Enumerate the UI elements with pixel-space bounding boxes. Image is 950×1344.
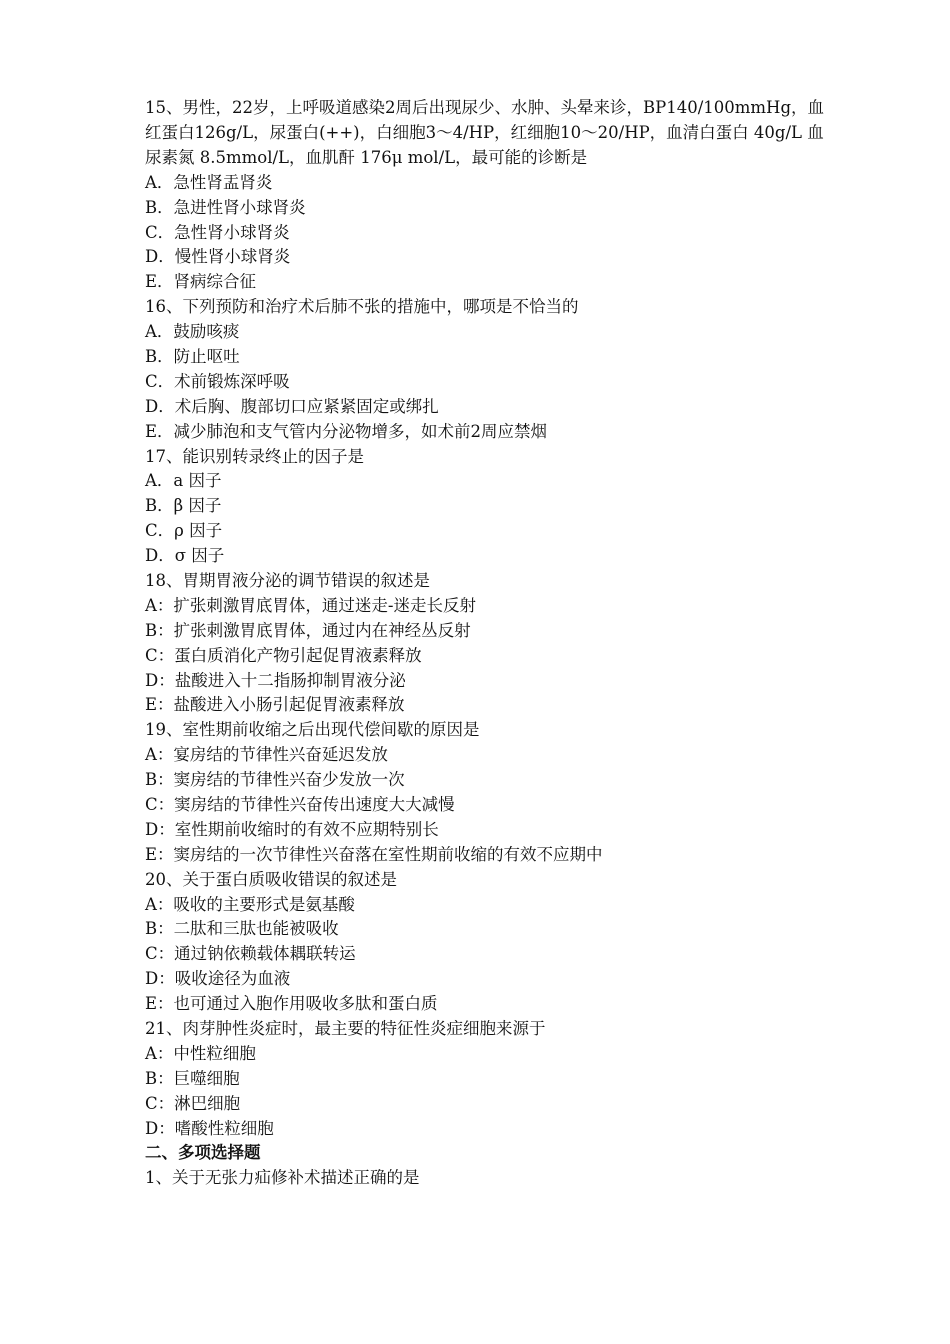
option-a: A：吸收的主要形式是氨基酸	[145, 894, 355, 914]
option-b: B．急进性肾小球肾炎	[145, 197, 306, 217]
option-a: A．鼓励咳痰	[145, 322, 240, 342]
question-stem: 20、关于蛋白质吸收错误的叙述是	[145, 869, 397, 889]
question-stem: 17、能识别转录终止的因子是	[145, 446, 364, 466]
option-b: B：二肽和三肽也能被吸收	[145, 919, 339, 939]
option-b: B：窦房结的节律性兴奋少发放一次	[145, 770, 405, 790]
question-stem: 18、胃期胃液分泌的调节错误的叙述是	[145, 570, 430, 590]
section-heading: 二、多项选择题	[145, 1143, 261, 1163]
option-c: C：蛋白质消化产物引起促胃液素释放	[145, 645, 422, 665]
option-c: C：窦房结的节律性兴奋传出速度大大减慢	[145, 794, 455, 814]
option-e: E：盐酸进入小肠引起促胃液素释放	[145, 695, 405, 715]
option-b: B．防止呕吐	[145, 346, 240, 366]
option-e: E：也可通过入胞作用吸收多肽和蛋白质	[145, 994, 438, 1014]
option-d: D：室性期前收缩时的有效不应期特别长	[145, 819, 439, 839]
option-e: E．肾病综合征	[145, 272, 257, 292]
option-c: C：通过钠依赖载体耦联转运	[145, 944, 356, 964]
option-e: E：窦房结的一次节律性兴奋落在室性期前收缩的有效不应期中	[145, 844, 603, 864]
option-d: D．慢性肾小球肾炎	[145, 247, 291, 267]
option-c: C．术前锻炼深呼吸	[145, 371, 290, 391]
option-b: B：扩张刺激胃底胃体，通过内在神经丛反射	[145, 620, 471, 640]
question-stem: 19、室性期前收缩之后出现代偿间歇的原因是	[145, 720, 480, 740]
option-d: D：嗜酸性粒细胞	[145, 1118, 274, 1138]
question-stem: 1、关于无张力疝修补术描述正确的是	[145, 1168, 420, 1188]
option-c: C．ρ 因子	[145, 521, 223, 541]
option-d: D．σ 因子	[145, 546, 225, 566]
option-d: D．术后胸、腹部切口应紧紧固定或绑扎	[145, 396, 439, 416]
option-d: D：吸收途径为血液	[145, 969, 291, 989]
document-page	[145, 96, 825, 1191]
option-c: C．急性肾小球肾炎	[145, 222, 290, 242]
option-a: A：宴房结的节律性兴奋延迟发放	[145, 745, 388, 765]
option-e: E．减少肺泡和支气管内分泌物增多，如术前2周应禁烟	[145, 421, 548, 441]
option-b: B：巨噬细胞	[145, 1068, 240, 1088]
option-c: C：淋巴细胞	[145, 1093, 241, 1113]
question-stem: 21、肉芽肿性炎症时，最主要的特征性炎症细胞来源于	[145, 1019, 546, 1038]
option-a: A．急性肾盂肾炎	[145, 172, 273, 192]
question-stem: 15、男性，22岁，上呼吸道感染2周后出现尿少、水肿、头晕来诊，BP140/100mmHg，血红蛋白126g/L，尿蛋白(++)，白细胞3～4/HP，红细胞10～20/HP，血清白蛋白 40g/L 血尿素氮 8.5mmol/L，血肌酐 176μ mol/L，最可能的诊断是	[145, 98, 825, 167]
option-b: B．β 因子	[145, 496, 222, 516]
option-a: A．a 因子	[145, 471, 222, 491]
option-a: A：中性粒细胞	[145, 1043, 256, 1063]
option-a: A：扩张刺激胃底胃体，通过迷走-迷走长反射	[145, 595, 476, 615]
question-stem: 16、下列预防和治疗术后肺不张的措施中，哪项是不恰当的	[145, 297, 579, 317]
option-d: D：盐酸进入十二指肠抑制胃液分泌	[145, 670, 406, 690]
